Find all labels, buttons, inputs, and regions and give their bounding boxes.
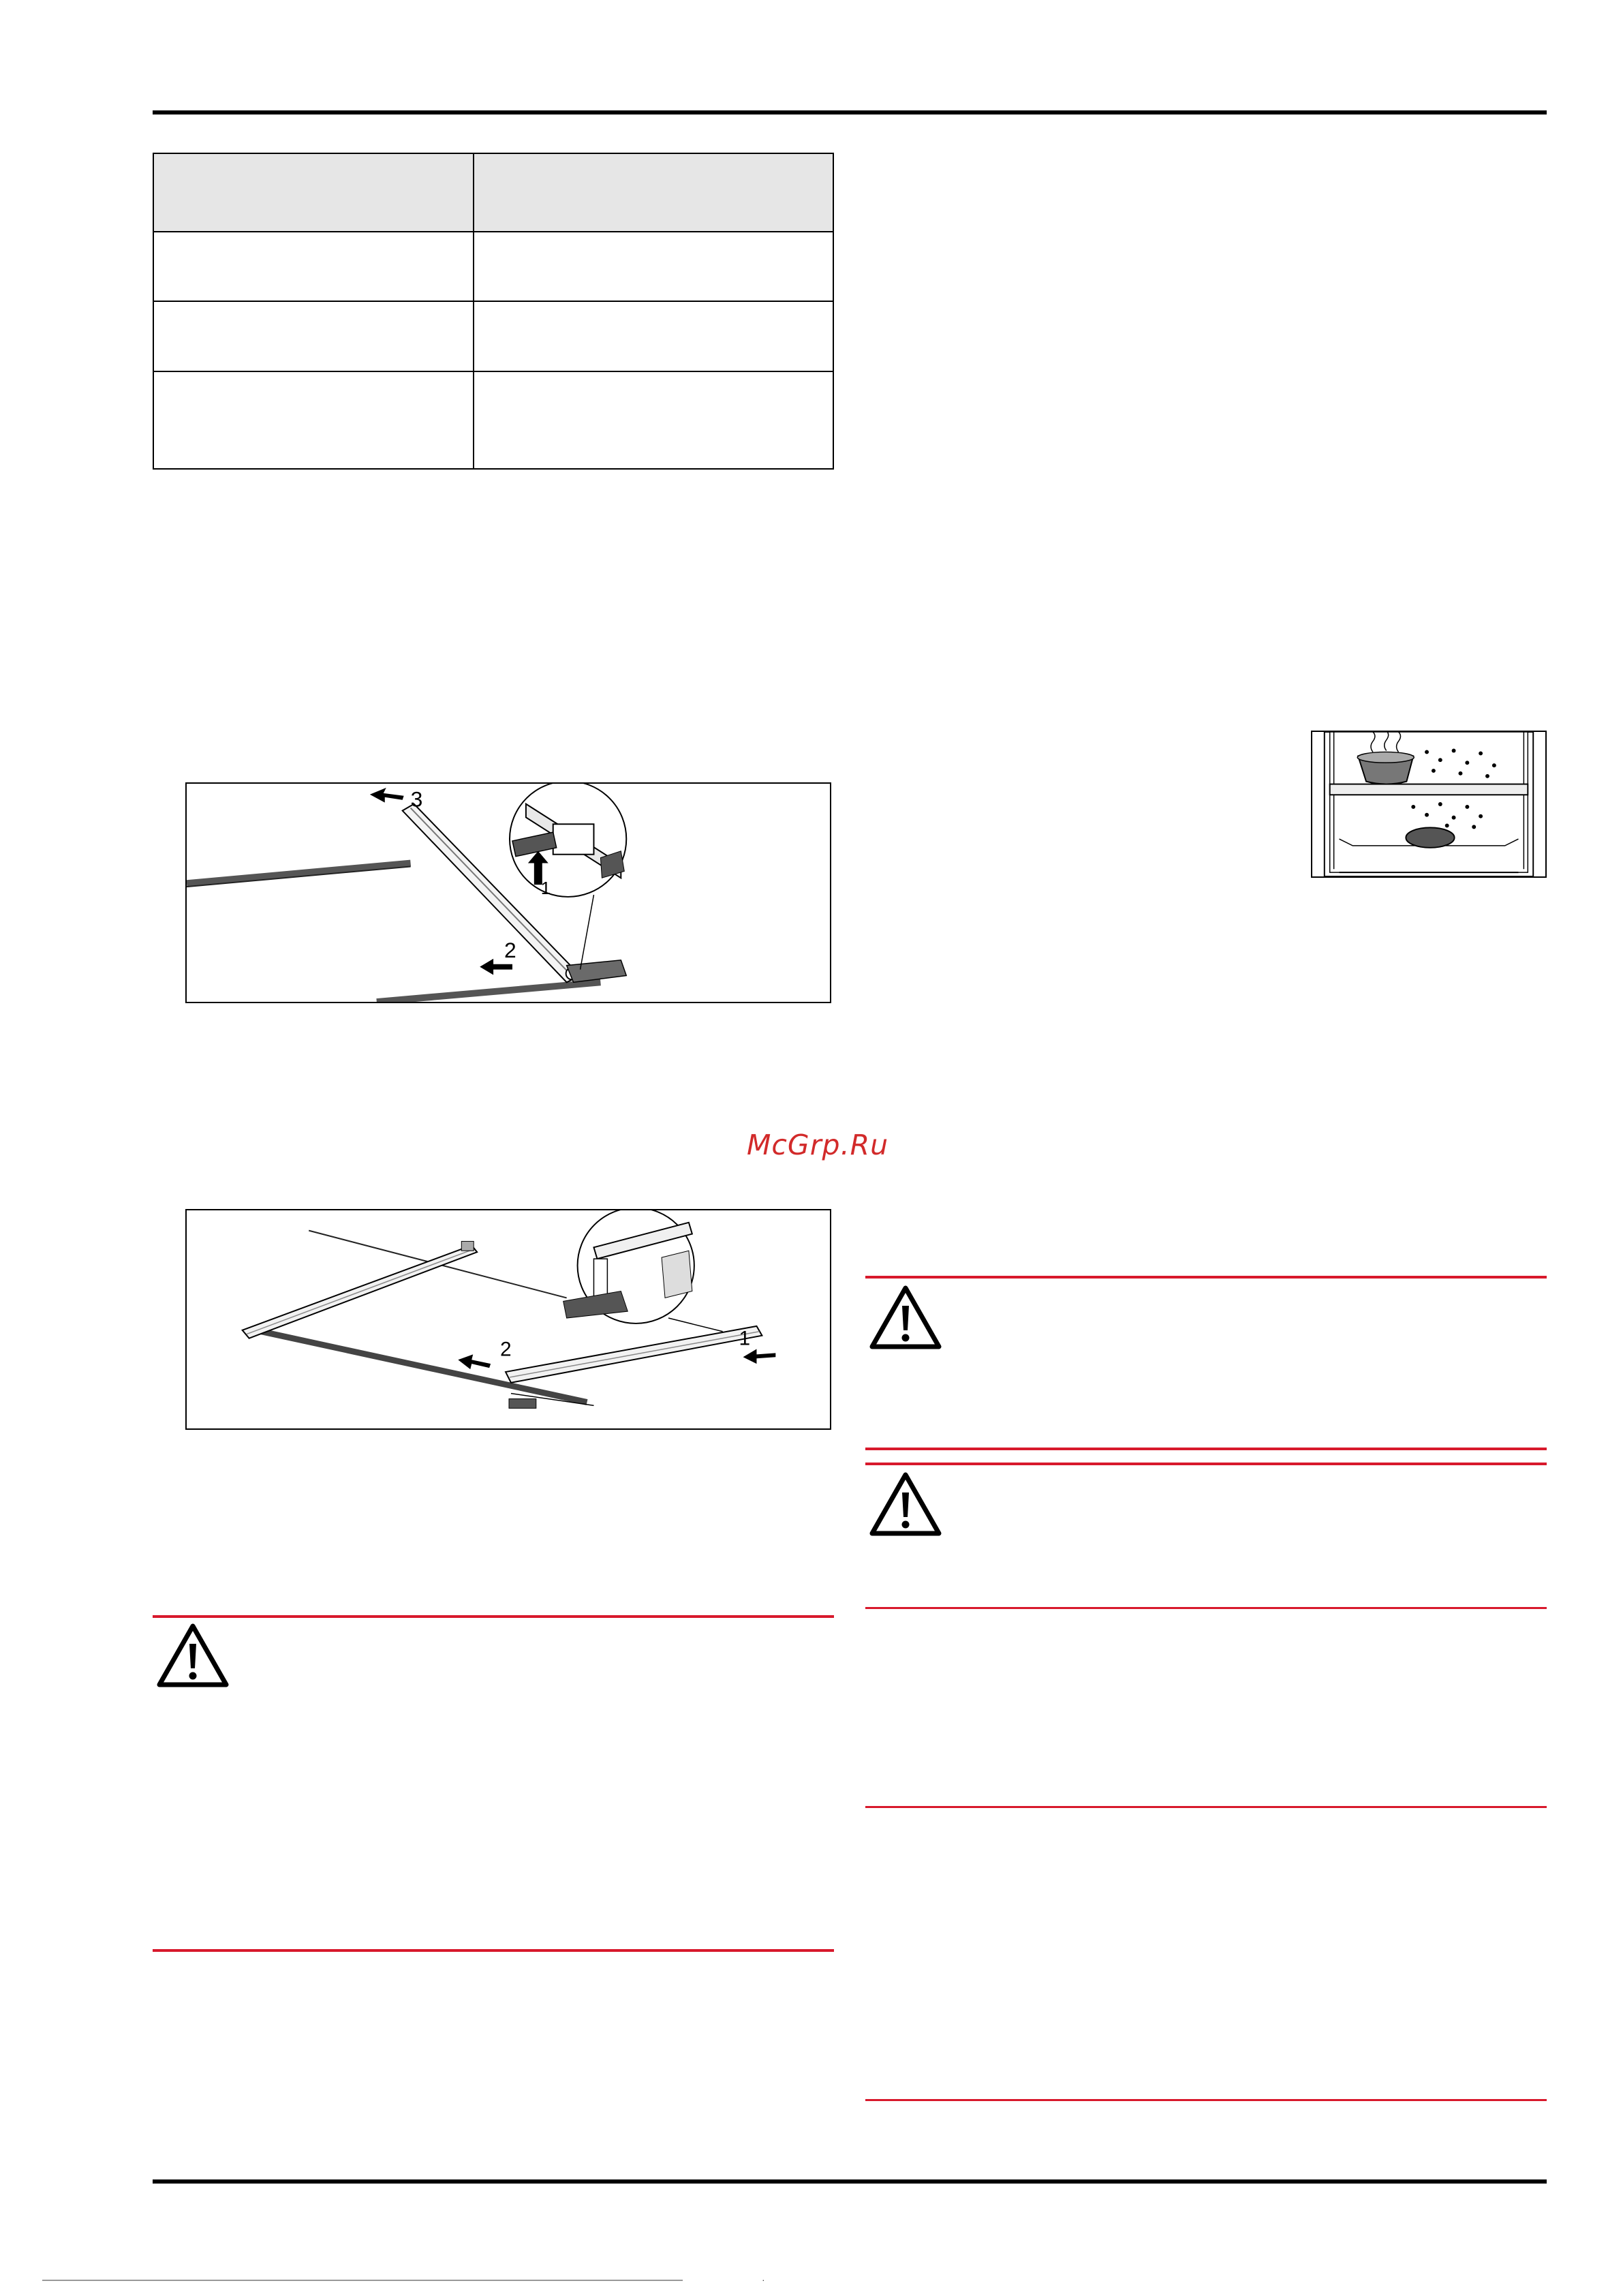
oven-interior-figure bbox=[1311, 731, 1547, 878]
rail-removal-drawing bbox=[187, 784, 830, 1002]
scan-edge-line bbox=[42, 2280, 683, 2281]
warning-triangle-icon bbox=[155, 1622, 230, 1690]
step-label: 1 bbox=[739, 1327, 751, 1350]
warning-block-left bbox=[155, 1622, 230, 1690]
arrow-left-icon bbox=[458, 1354, 491, 1369]
section-rule bbox=[865, 1806, 1547, 1808]
header-rule bbox=[153, 110, 1547, 114]
table-cell bbox=[474, 371, 833, 469]
arrow-left-icon bbox=[743, 1349, 776, 1364]
oven-interior-drawing bbox=[1312, 732, 1545, 876]
rail-install-figure bbox=[185, 1209, 831, 1430]
warning-block-right-1 bbox=[868, 1284, 943, 1352]
spec-table bbox=[153, 153, 834, 470]
table-cell bbox=[474, 301, 833, 371]
table-row bbox=[153, 232, 833, 301]
table-row bbox=[153, 301, 833, 371]
table-cell bbox=[153, 371, 474, 469]
section-rule bbox=[865, 1607, 1547, 1609]
rack-bar-icon bbox=[377, 982, 601, 1002]
warning-rule-top bbox=[865, 1463, 1547, 1465]
table-header-cell bbox=[153, 153, 474, 232]
watermark: McGrp.Ru bbox=[747, 1129, 889, 1161]
warning-rule-top bbox=[153, 1615, 834, 1618]
table-cell bbox=[474, 232, 833, 301]
warning-rule-top bbox=[865, 1276, 1547, 1279]
footer-mark: · bbox=[762, 2274, 765, 2285]
warning-block-right-2 bbox=[868, 1471, 943, 1539]
step-label: 1 bbox=[540, 879, 551, 898]
arrow-up-left-icon bbox=[370, 788, 404, 803]
step-label: 3 bbox=[410, 786, 423, 812]
step-label: 2 bbox=[504, 937, 516, 962]
table-header-cell bbox=[474, 153, 833, 232]
footer-rule bbox=[153, 2179, 1547, 2184]
rack-bar-icon bbox=[187, 863, 411, 884]
table-row bbox=[153, 371, 833, 469]
rail-install-drawing bbox=[187, 1210, 830, 1428]
warning-triangle-icon bbox=[868, 1284, 943, 1352]
warning-triangle-icon bbox=[868, 1471, 943, 1539]
section-rule bbox=[865, 2099, 1547, 2101]
oven-shelf-icon bbox=[1330, 784, 1528, 795]
food-icon bbox=[1406, 827, 1454, 847]
table-cell bbox=[153, 232, 474, 301]
rail-removal-figure bbox=[185, 782, 831, 1003]
table-cell bbox=[153, 301, 474, 371]
step-label: 2 bbox=[500, 1338, 512, 1361]
warning-rule-bottom bbox=[865, 1448, 1547, 1450]
table-header-row bbox=[153, 153, 833, 232]
warning-rule-bottom bbox=[153, 1949, 834, 1952]
